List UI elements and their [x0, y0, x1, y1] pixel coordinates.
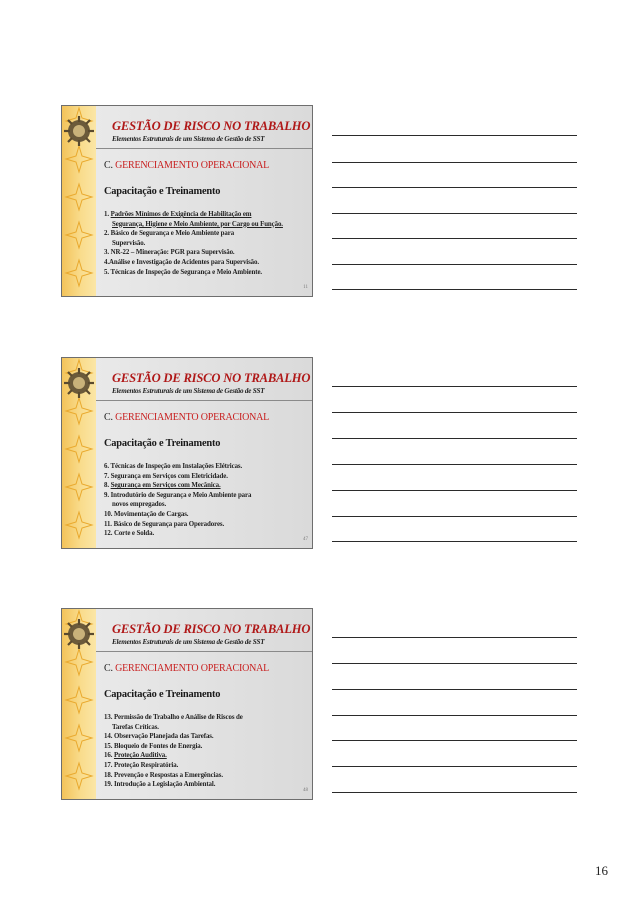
section-title [104, 160, 269, 171]
list-item: 19. Introdução a Legislação Ambiental. [104, 781, 216, 789]
note-line [332, 464, 577, 465]
page-number: 16 [595, 863, 608, 878]
note-line [332, 213, 577, 214]
slide-number: 47 [303, 537, 308, 542]
decorative-strip [62, 609, 96, 799]
section-name: GERENCIAMENTO OPERACIONAL [115, 160, 270, 171]
slide-subtitle: Elementos Estruturais de um Sistema de Gestão de SST [112, 135, 265, 143]
note-line [332, 740, 577, 741]
list-item: 13. Permissão de Trabalho e Análise de Riscos de Tarefas Críticas. [104, 714, 243, 731]
item-list [104, 210, 313, 277]
list-item: 10. Movimentação de Cargas. [104, 510, 189, 518]
note-line [332, 715, 577, 716]
note-line [332, 792, 577, 793]
list-item: 12. Corte e Solda. [104, 530, 155, 538]
slide-title: GESTÃO DE RISCO NO TRABALHO [112, 119, 311, 133]
slide-1 [61, 105, 313, 297]
note-line [332, 386, 577, 387]
note-line [332, 663, 577, 664]
note-line [332, 412, 577, 413]
note-line [332, 135, 577, 136]
gear-logo-icon [62, 114, 96, 148]
slide-heading: Capacitação e Treinamento [104, 689, 221, 700]
list-item: 18. Prevenção e Respostas a Emergências. [104, 771, 223, 779]
list-item: 9. Introdutório de Segurança e Meio Ambiente para novos empregados. [104, 491, 252, 509]
divider [96, 400, 312, 401]
note-line [332, 637, 577, 638]
divider [96, 651, 312, 652]
note-line [332, 516, 577, 517]
section-letter: C. [104, 412, 113, 423]
decorative-strip [62, 106, 96, 296]
slide-heading: Capacitação e Treinamento [104, 438, 221, 449]
item-list [104, 713, 313, 790]
section-letter: C. [104, 160, 113, 171]
slide-2 [61, 357, 313, 549]
note-line [332, 264, 577, 265]
list-item: 11. Básico de Segurança para Operadores. [104, 520, 225, 528]
list-item: 3. NR-22 – Mineração: PGR para Supervisão. [104, 249, 235, 257]
list-item: 1. Padrões Mínimos de Exigência de Habilitação em Segurança, Higiene e Meio Ambiente, por Cargo ou Função. [104, 211, 283, 228]
list-item: 14. Observação Planejada das Tarefas. [104, 733, 214, 741]
list-item: 15. Bloqueio de Fontes de Energia. [104, 742, 203, 750]
slide-subtitle: Elementos Estruturais de um Sistema de Gestão de SST [112, 638, 265, 646]
list-item: 5. Técnicas de Inspeção de Segurança e Meio Ambiente. [104, 268, 263, 276]
note-line [332, 187, 577, 188]
divider [96, 148, 312, 149]
list-item: 16. Proteção Auditiva. [104, 752, 167, 760]
slide-heading: Capacitação e Treinamento [104, 186, 221, 197]
section-name: GERENCIAMENTO OPERACIONAL [115, 663, 270, 674]
gear-logo-icon [62, 366, 96, 400]
decorative-strip [62, 358, 96, 548]
item-list [104, 462, 313, 539]
list-item: 4.Análise e Investigação de Acidentes para Supervisão. [104, 258, 259, 266]
slide-title: GESTÃO DE RISCO NO TRABALHO [112, 371, 311, 385]
slide-number: 11 [303, 285, 308, 290]
note-line [332, 490, 577, 491]
slide-number: 48 [303, 788, 308, 793]
list-item: 8. Segurança em Serviços com Mecânica. [104, 482, 221, 490]
note-line [332, 238, 577, 239]
section-letter: C. [104, 663, 113, 674]
section-title [104, 663, 269, 674]
slide-title: GESTÃO DE RISCO NO TRABALHO [112, 622, 311, 636]
note-line [332, 541, 577, 542]
section-title [104, 412, 269, 423]
list-item: 7. Segurança em Serviços com Eletricidade. [104, 472, 228, 480]
note-line [332, 162, 577, 163]
gear-logo-icon [62, 617, 96, 651]
note-line [332, 438, 577, 439]
list-item: 17. Proteção Respiratória. [104, 761, 179, 769]
section-name: GERENCIAMENTO OPERACIONAL [115, 412, 270, 423]
list-item: 2. Básico de Segurança e Meio Ambiente para Supervisão. [104, 230, 235, 247]
list-item: 6. Técnicas de Inspeção em Instalações Elétricas. [104, 463, 243, 470]
slide-subtitle: Elementos Estruturais de um Sistema de Gestão de SST [112, 387, 265, 395]
note-line [332, 689, 577, 690]
note-line [332, 766, 577, 767]
slide-3 [61, 608, 313, 800]
note-line [332, 289, 577, 290]
